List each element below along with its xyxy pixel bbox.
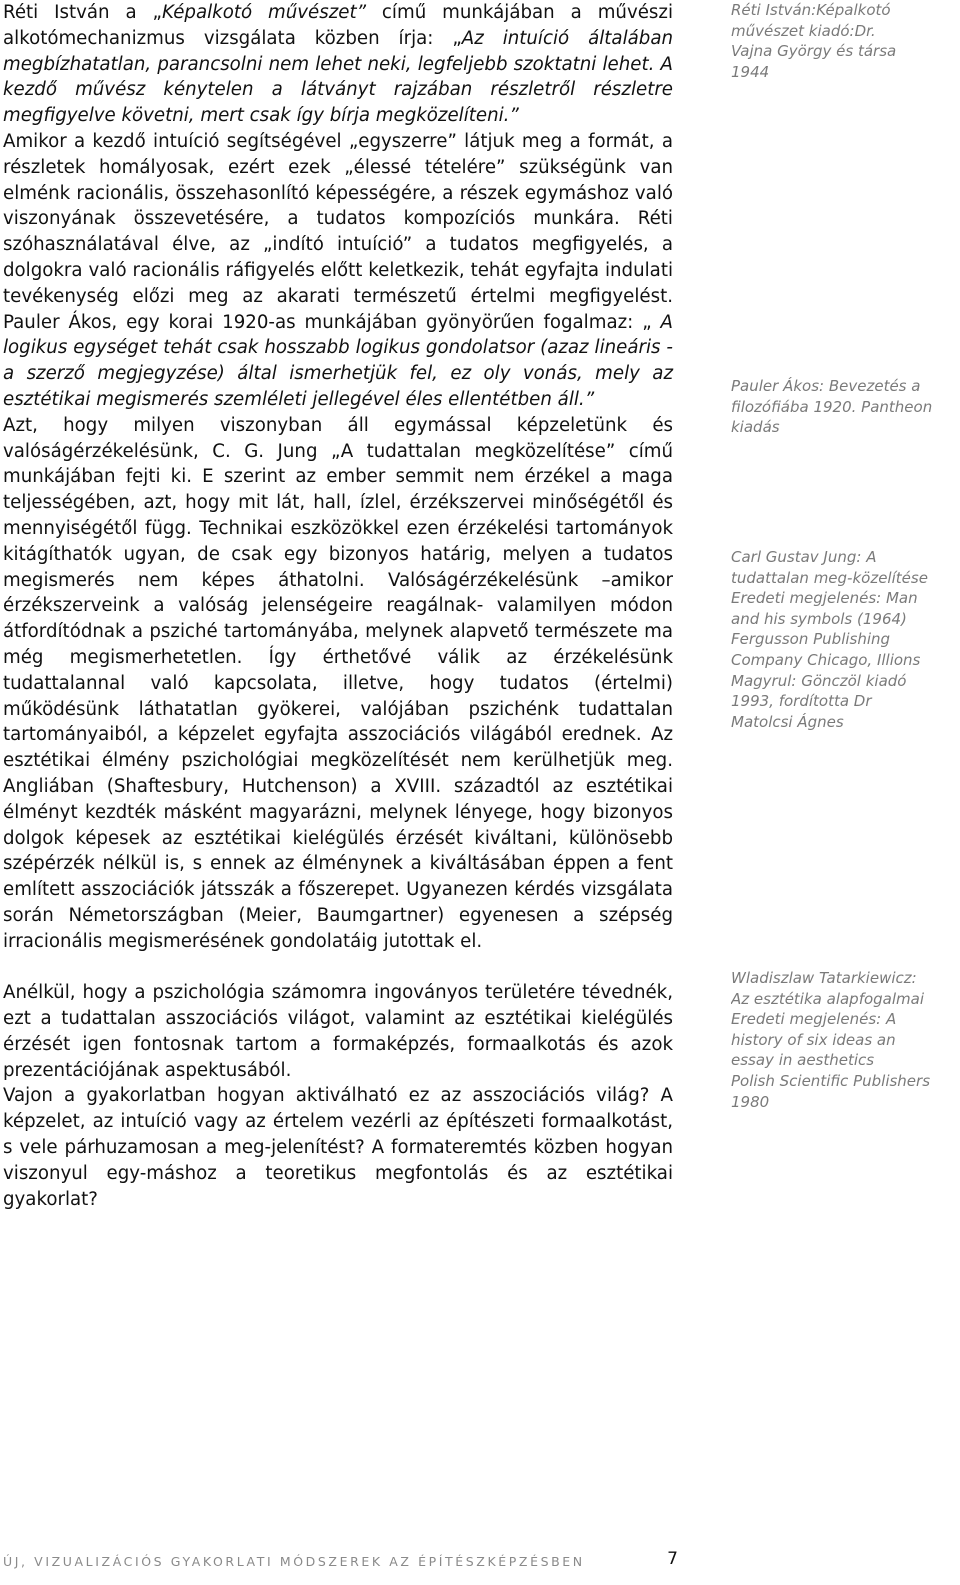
sidenote-line: 1980 [731,1092,770,1111]
sidenote-line: history of six ideas an [731,1030,896,1049]
sidenote-line: and his symbols (1964) [731,609,907,628]
paragraph-jung: Azt, hogy milyen viszonyban áll egymással képzeletünk és valóságérzékelésünk, C. G. Jung „A tudattalan megközelítése” című munkájában fejti ki. E szerint az ember semmit nem érzékel a maga teljességében, azt, hogy mit lát, hall, ízlel, érzékszervei minőségétől és mennyiségétől függ. Technikai eszközökkel ezen érzékelési tartományok kitágíthatók ugyan, de csak egy bizonyos határig, melyen a tudatos megismerés nem képes áthatolni. Valóságérzékelésünk –amikor érzékszerveink a valóság jelenségeire reagálnak- valamilyen módon átfordítódnak a psziché tartományába, melynek alapvető természete ma még megismerhetetlen. Így érthetővé válik az érzékelésünk tudattalannal való kapcsolata, illetve, hogy tudatos (értelmi) működésünk láthatatlan gyökerei, valójában pszichénk tudattalan tartományaiból, a képzelet egyfajta asszociációs világából erednek. Az esztétikai élmény pszichológiai megközelítését nem kerülhetjük meg. Angliában (Shaftesbury, Hutchenson) a XVIII. századtól az esztétikai élményt kezdték másként magyarázni, melynek lényege, hogy bizonyos dolgok képesek az esztétikai kielégülés érzését kiváltani, különösebb szépérzék nélkül is, s ennek az élménynek a kiváltásában éppen a fent említett asszociációk játsszák a főszerepet. Ugyanezen kérdés vizsgálata során Németországban (Meier, Baumgartner) egyenesen a szépség irracionális megismerésének gondolatáig jutottak el. [3,414,673,952]
sidenote-line: kiadás [731,418,780,437]
sidenote-line: Fergusson Publishing [731,630,891,649]
sidenote-line: Eredeti megjelenés: A [731,1010,897,1029]
sidenote-line: Wladiszlaw Tatarkiewicz: [731,969,917,987]
running-title: ÚJ, VIZUALIZÁCIÓS GYAKORLATI MÓDSZEREK AZ ÉPÍTÉSZKÉPZÉSBEN [3,1554,585,1569]
text-run: Amikor a kezdő intuíció segítségével „egyszerre” látjuk meg a formát, a részletek homályosak, ezért ezek „élessé tételére” szükségünk van elménk racionális, összehasonlító képességére, a részek egymáshoz való viszonyának összevetésére, a tudatos kompozíciós munkára. Réti szóhasználatával élve, az „indító intuíció” a tudatos megfigyelés, a dolgokra való racionális ráfigyelés előtt keletkezik, tehát egyfajta indulati tevékenység előzi meg az akarati természetű értelmi megfigyelést. Pauler Ákos, egy korai 1920-as munkájában gyönyörűen fogalmaz: „ [3,130,673,333]
paragraph-question: Vajon a gyakorlatban hogyan aktiválható ez az asszociációs világ? A képzelet, az intuíció vagy az értelem vezérli az építészeti formaalkotást, s vele párhuzamosan a meg-jelenítést? A formateremtés közben hogyan viszonyul egy-máshoz a teoretikus megfontolás és az esztétikai gyakorlat? [3,1085,673,1210]
sidenote-line: Company Chicago, Illions [731,650,921,669]
sidenote-tatarkiewicz [731,968,960,1112]
sidenote-line: filozófiába 1920. Pantheon [731,397,933,416]
sidenote-line: Az esztétika alapfogalmai [731,989,925,1008]
text-run: című munkájában a művészi alkotómechanizmus vizsgálata közben írja: „ [3,2,673,49]
sidenote-line: Réti István:Képalkotó [731,1,891,19]
sidenote-line: 1993, fordította Dr [731,692,872,711]
quote-italic: A logikus egységet tehát csak hosszabb logikus gondolatsor (azaz lineáris -a szerző megjegyzése) által ismerhetjük fel, ez oly vonás, mely az esztétikai megismerés szemléleti jellegével éles ellentétben áll.” [3,311,673,410]
sidenote-line: művészet kiadó:Dr. [731,21,876,40]
sidenote-line: 1944 [731,62,770,81]
paragraph-reti-quote [3,0,673,129]
page-number: 7 [667,1549,678,1569]
sidenote-line: Matolcsi Ágnes [731,712,844,731]
paragraph-gap [3,954,673,980]
sidenote-line: Magyrul: Gönczöl kiadó [731,671,907,690]
text-run: Réti István a „ [3,2,162,23]
sidenote-reti [731,0,960,82]
main-text-column [3,0,673,1212]
book-title-italic: Képalkotó művészet” [161,2,366,23]
sidenote-pauler [731,376,960,438]
paragraph-associations: Anélkül, hogy a pszichológia számomra ingoványos területére tévednék, ezt a tudattalan asszociációs világot, valamint az esztétikai kielégülés érzését igen fontosnak tartom a formaképzés, formaalkotás és azok prezentációjának aspektusából. [3,982,673,1081]
sidenote-jung [731,547,960,732]
sidenote-line: Carl Gustav Jung: A [731,548,877,566]
sidenote-line: Vajna György és társa [731,42,897,61]
page-footer [3,1545,678,1569]
sidenote-line: Pauler Ákos: Bevezetés a [731,377,921,395]
sidenote-line: Eredeti megjelenés: Man [731,589,918,608]
quote-italic: Az intuíció általában megbízhatatlan, parancsolni nem lehet neki, legfeljebb szoktatni lehet. A kezdő művész kénytelen a látványt rajzában részletről részletre megfigyelve követni, mert csak így bírja megközelíteni.” [3,27,673,127]
sidenote-line: Polish Scientific Publishers [731,1071,931,1090]
paragraph-intuition [3,129,673,413]
sidenote-line: tudattalan meg-közelítése [731,568,928,587]
sidenote-line: essay in aesthetics [731,1051,875,1070]
